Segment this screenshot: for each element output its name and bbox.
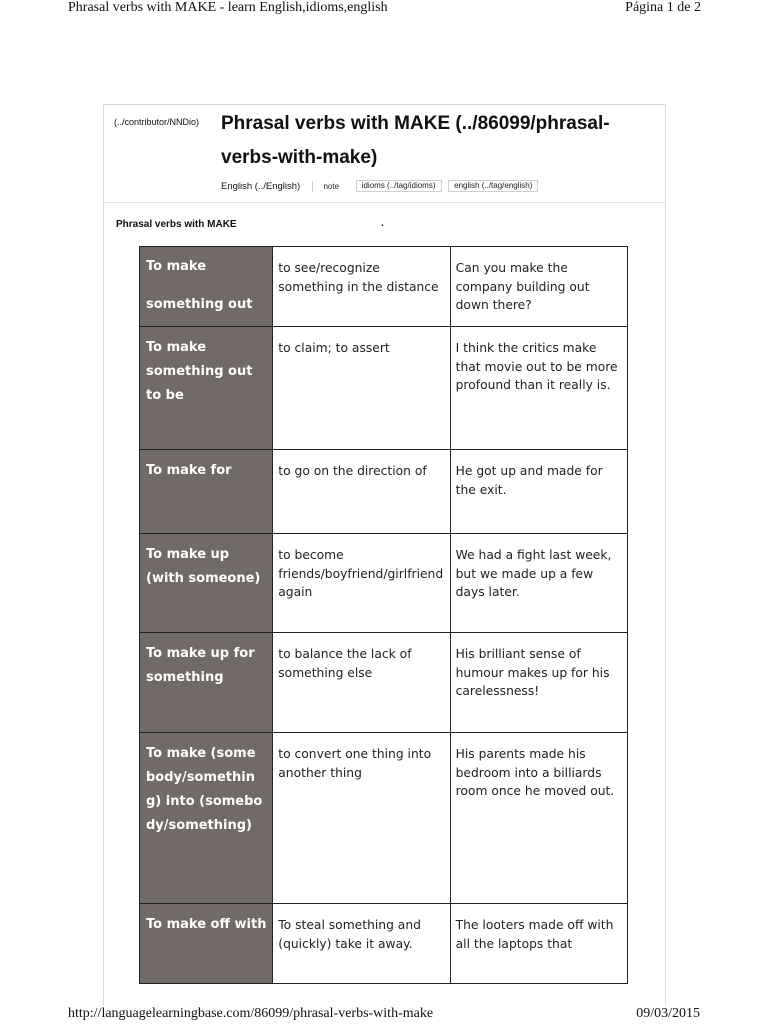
pdf-footer xyxy=(0,1006,768,1026)
example-cell: His brilliant sense of humour makes up for his carelessness! xyxy=(450,633,627,733)
verb-cell: To make for xyxy=(140,450,273,534)
contributor-link[interactable]: (../contributor/NNDio) xyxy=(114,117,200,127)
meaning-cell: to go on the direction of xyxy=(273,450,450,534)
content-dot: . xyxy=(381,218,384,229)
example-cell: He got up and made for the exit. xyxy=(450,450,627,534)
document-title: Phrasal verbs with MAKE - learn English,idioms,english xyxy=(68,0,388,15)
content-heading: Phrasal verbs with MAKE xyxy=(116,219,237,230)
verb-cell xyxy=(140,247,273,327)
table-row xyxy=(140,733,628,904)
pdf-header xyxy=(0,0,768,20)
article-card xyxy=(103,104,666,1005)
table-row xyxy=(140,247,628,327)
tag-row xyxy=(221,180,542,194)
table-row xyxy=(140,904,628,984)
table-row xyxy=(140,534,628,633)
article-title[interactable]: Phrasal verbs with MAKE (../86099/phrasal-verbs-with-make) xyxy=(221,113,610,168)
example-cell: We had a fight last week, but we made up a few days later. xyxy=(450,534,627,633)
example-cell: Can you make the company building out down there? xyxy=(450,247,627,327)
meaning-cell: to become friends/boyfriend/girlfriend again xyxy=(273,534,450,633)
verb-cell xyxy=(140,733,273,904)
example-cell: The looters made off with all the laptops that xyxy=(450,904,627,984)
meaning-cell: to balance the lack of something else xyxy=(273,633,450,733)
meaning-cell: to convert one thing into another thing xyxy=(273,733,450,904)
table-row xyxy=(140,633,628,733)
note-label: note xyxy=(323,181,340,191)
verb-cell: To make something out to be xyxy=(140,327,273,450)
source-url[interactable]: http://languagelearningbase.com/86099/phrasal-verbs-with-make xyxy=(68,1006,434,1021)
verb-cell: To make off with xyxy=(140,904,273,984)
example-cell: His parents made his bedroom into a billiards room once he moved out. xyxy=(450,733,627,904)
meaning-cell: to claim; to assert xyxy=(273,327,450,450)
verb-text: To make (somebody/something) into (somebody/something) xyxy=(146,746,263,833)
tag-english[interactable]: english (../tag/english) xyxy=(448,180,538,192)
table-row xyxy=(140,327,628,450)
print-date: 09/03/2015 xyxy=(636,1006,700,1021)
meaning-cell: to see/recognize something in the distance xyxy=(273,247,450,327)
verb-text: To make something out xyxy=(146,259,253,312)
phrasal-verbs-table xyxy=(139,246,628,984)
page-number: Página 1 de 2 xyxy=(625,0,701,15)
verb-cell: To make up (with someone) xyxy=(140,534,273,633)
meaning-cell: To steal something and (quickly) take it away. xyxy=(273,904,450,984)
category-link[interactable]: English (../English) xyxy=(221,180,301,192)
divider xyxy=(104,202,665,203)
example-cell: I think the critics make that movie out to be more profound than it really is. xyxy=(450,327,627,450)
verb-cell: To make up for something xyxy=(140,633,273,733)
tag-idioms[interactable]: idioms (../tag/idioms) xyxy=(356,180,442,192)
separator xyxy=(312,181,313,192)
table-row xyxy=(140,450,628,534)
